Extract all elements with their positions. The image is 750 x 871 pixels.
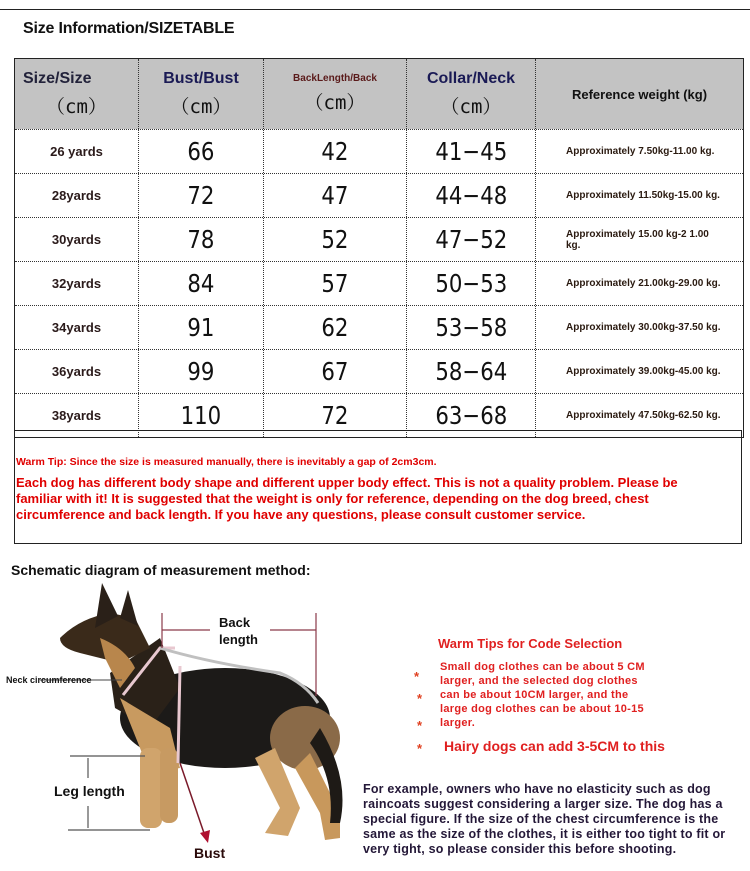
back-cell: 47 bbox=[321, 181, 349, 210]
example-note: For example, owners who have no elasticity such as dog raincoats suggest considering a larger size. The dog has a special figure. If the size of the chest circumference is the same as the size of the clothes, it is either too tight to fit or very tight, so please consider this before shooting. bbox=[363, 782, 726, 856]
asterisk-icon: * bbox=[417, 741, 423, 756]
neck-cell: 58−64 bbox=[435, 357, 507, 386]
back-cell: 52 bbox=[321, 225, 349, 254]
weight-cell: Approximately 7.50kg-11.00 kg. bbox=[566, 146, 715, 157]
table-row bbox=[15, 129, 743, 173]
warm-tip-body: Each dog has different body shape and different upper body effect. This is not a quality problem. Please be familiar with it! It is suggested that the weight is only for reference, depending on the dog breed, chest circumference and back length. If you have any questions, please consult customer service. bbox=[16, 475, 678, 522]
size-cell: 28yards bbox=[51, 188, 102, 203]
size-cell: 36yards bbox=[51, 364, 102, 379]
asterisk-icon: * bbox=[414, 669, 420, 684]
asterisk-icon: * bbox=[417, 718, 423, 733]
weight-cell: Approximately 11.50kg-15.00 kg. bbox=[566, 190, 720, 201]
size-cell: 30yards bbox=[51, 232, 102, 247]
size-cell: 34yards bbox=[51, 320, 102, 335]
header-back-length: BackLength/Back （cm） bbox=[264, 59, 407, 129]
asterisk-icon: * bbox=[417, 691, 423, 706]
neck-cell: 53−58 bbox=[435, 313, 507, 342]
weight-cell: Approximately 15.00 kg-2 1.00 kg. bbox=[566, 228, 709, 251]
neck-cell: 50−53 bbox=[435, 269, 507, 298]
size-table bbox=[14, 58, 744, 438]
bust-cell: 66 bbox=[187, 137, 215, 166]
weight-cell: Approximately 21.00kg-29.00 kg. bbox=[566, 278, 721, 289]
table-header-row bbox=[15, 59, 743, 129]
header-weight: Reference weight (kg) bbox=[571, 86, 708, 102]
code-tips-title: Warm Tips for Code Selection bbox=[438, 636, 623, 651]
back-cell: 42 bbox=[321, 137, 349, 166]
neck-cell: 44−48 bbox=[435, 181, 507, 210]
back-cell: 57 bbox=[321, 269, 349, 298]
header-size: Size/Size （cm） bbox=[15, 59, 139, 129]
header-bust: Bust/Bust （cm） bbox=[139, 59, 264, 129]
neck-circumference-label: Neck circumference bbox=[6, 675, 92, 685]
bust-cell: 99 bbox=[187, 357, 215, 386]
warm-tip-box bbox=[14, 430, 742, 544]
table-row bbox=[15, 305, 743, 349]
code-tips-text: Small dog clothes can be about 5 CM larger, and the selected dog clothes can be about 10CM larger, and the large dog clothes can be about 10-15 larger. bbox=[440, 661, 645, 729]
bust-cell: 84 bbox=[187, 269, 215, 298]
header-neck: Collar/Neck （cm） bbox=[407, 59, 536, 129]
page-title: Size Information/SIZETABLE bbox=[23, 20, 235, 37]
diagram-title: Schematic diagram of measurement method: bbox=[11, 562, 311, 578]
neck-cell: 63−68 bbox=[435, 401, 507, 430]
bust-cell: 91 bbox=[187, 313, 215, 342]
table-row bbox=[15, 261, 743, 305]
size-cell: 38yards bbox=[51, 408, 102, 423]
top-divider bbox=[0, 9, 750, 10]
bust-cell: 72 bbox=[187, 181, 215, 210]
dog-measurement-illustration bbox=[40, 578, 360, 863]
bust-cell: 110 bbox=[180, 401, 222, 430]
table-row bbox=[15, 217, 743, 261]
back-cell: 72 bbox=[321, 401, 349, 430]
weight-cell: Approximately 30.00kg-37.50 kg. bbox=[566, 322, 721, 333]
table-row bbox=[15, 173, 743, 217]
back-length-label: Back length bbox=[219, 615, 258, 647]
neck-cell: 47−52 bbox=[435, 225, 507, 254]
hairy-dogs-tip: Hairy dogs can add 3-5CM to this bbox=[444, 738, 665, 754]
back-cell: 67 bbox=[321, 357, 349, 386]
weight-cell: Approximately 47.50kg-62.50 kg. bbox=[566, 410, 721, 421]
warm-tip-small: Warm Tip: Since the size is measured manually, there is inevitably a gap of 2cm3cm. bbox=[16, 456, 437, 468]
leg-length-label: Leg length bbox=[54, 783, 125, 799]
neck-cell: 41−45 bbox=[435, 137, 507, 166]
bust-cell: 78 bbox=[187, 225, 215, 254]
back-cell: 62 bbox=[321, 313, 349, 342]
size-cell: 32yards bbox=[51, 276, 102, 291]
bust-label: Bust bbox=[194, 845, 226, 861]
size-cell: 26 yards bbox=[50, 144, 103, 159]
weight-cell: Approximately 39.00kg-45.00 kg. bbox=[566, 366, 721, 377]
table-row bbox=[15, 349, 743, 393]
